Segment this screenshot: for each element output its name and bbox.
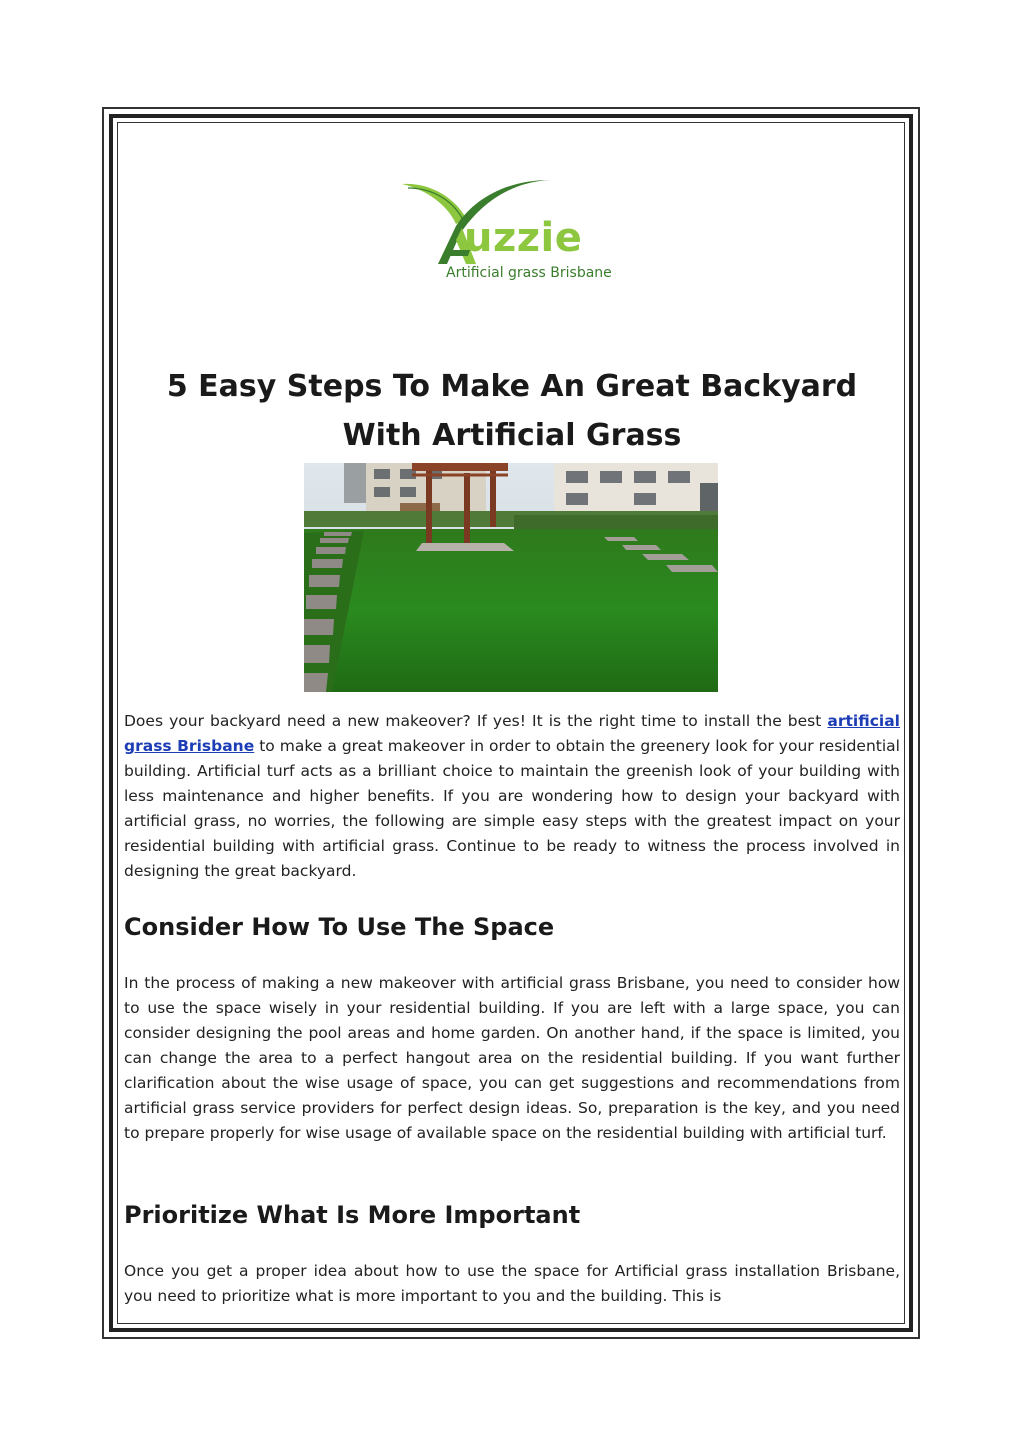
logo-wordmark: uzzie [464,215,583,261]
section-heading-use-space: Consider How To Use The Space [124,913,555,941]
intro-text-after-link: to make a great makeover in order to obtain the greenery look for your residential building. Artificial turf acts as a brilliant choice to maintain the greenish look of your building with less maintenance and higher benefits. If you are wondering how to design your backyard with artificial grass, no worries, the following are simple easy steps with the greatest impact on your residential building with artificial grass. Continue to be ready to witness the process involved in designing the great backyard. [124,737,900,880]
intro-paragraph [124,709,900,884]
article-title: 5 Easy Steps To Make An Great Backyard With Artificial Grass [166,369,858,453]
intro-text-before-link: Does your backyard need a new makeover? If yes! It is the right time to install the best [124,712,828,730]
section-body-use-space: In the process of making a new makeover with artificial grass Brisbane, you need to consider how to use the space wisely in your residential building. If you are left with a large space, you can consider designing the pool areas and home garden. On another hand, if the space is limited, you can change the area to a perfect hangout area on the residential building. If you want further clarification about the wise usage of space, you can get suggestions and recommendations from artificial grass service providers for perfect design ideas. So, preparation is the key, and you need to prepare properly for wise usage of available space on the residential building with artificial turf. [124,974,900,1142]
section-heading-prioritize: Prioritize What Is More Important [124,1201,581,1229]
backyard-artificial-grass-photo [304,463,718,692]
section-body-prioritize: Once you get a proper idea about how to use the space for Artificial grass installation Brisbane, you need to prioritize what is more important to you and the building. This is [124,1262,900,1305]
logo-tagline: Artificial grass Brisbane [446,265,612,281]
artificial-grass-brisbane-link[interactable]: artificial grass Brisbane [124,712,900,755]
